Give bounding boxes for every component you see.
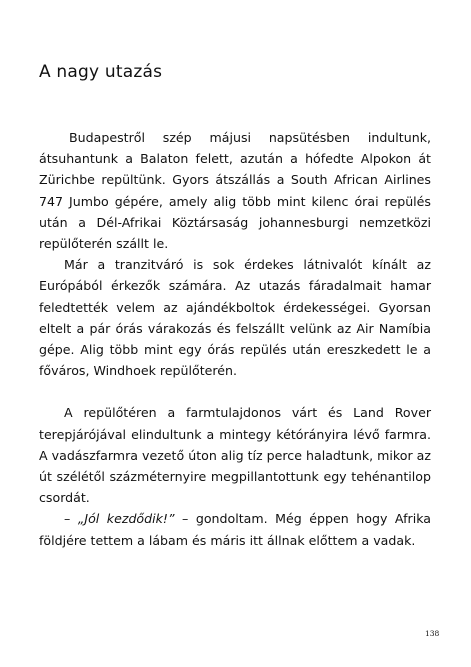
paragraph-departure: Budapestről szép májusi napsütésben indultunk, átsuhantunk a Balaton felett, azután a hófedte Alpokon át Zürichbe repültünk. Gyors átszállás a South African Airlines 747 Jumbo gépére, amely alig több mint kilenc órai repülés után a Dél-Afrikai Köztársaság johannesburgi nemzetközi repülőterén szállt le. [39,130,431,252]
paragraph-airport: A repülőtéren a farmtulajdonos várt és Land Rover terepjárójával elindultunk a mintegy kétórányira lévő farmra. A vadászfarmra vezető úton alig tíz perce haladtunk, mikor az út szélétől százméternyire megpillantottunk egy tehénantilop csordát. [39,405,431,506]
paragraph-quote [39,508,431,550]
paragraph-transit: Már a tranzitváró is sok érdekes látnivalót kínált az Európából érkezők számára. Az utazás fáradalmait hamar feledtették velem az ajándékboltok érdekességei. Gyorsan eltelt a pár órás várakozás és felszállt velünk az Air Namíbia gépe. Alig több mint egy órás repülés után ereszkedett le a főváros, Windhoek repülőterén. [39,257,431,379]
quote-continuation: – gondoltam. Még éppen hogy Afrika földjére tettem a lábam és máris itt állnak előttem a vadak. [39,511,431,548]
quote-exclamation: „Jól kezdődik!” [77,511,175,527]
body-text [39,127,431,551]
quote-dash: – [64,511,78,527]
paragraph-spacer [39,381,431,402]
page-title: A nagy utazás [39,62,163,82]
page-number: 138 [425,629,440,638]
